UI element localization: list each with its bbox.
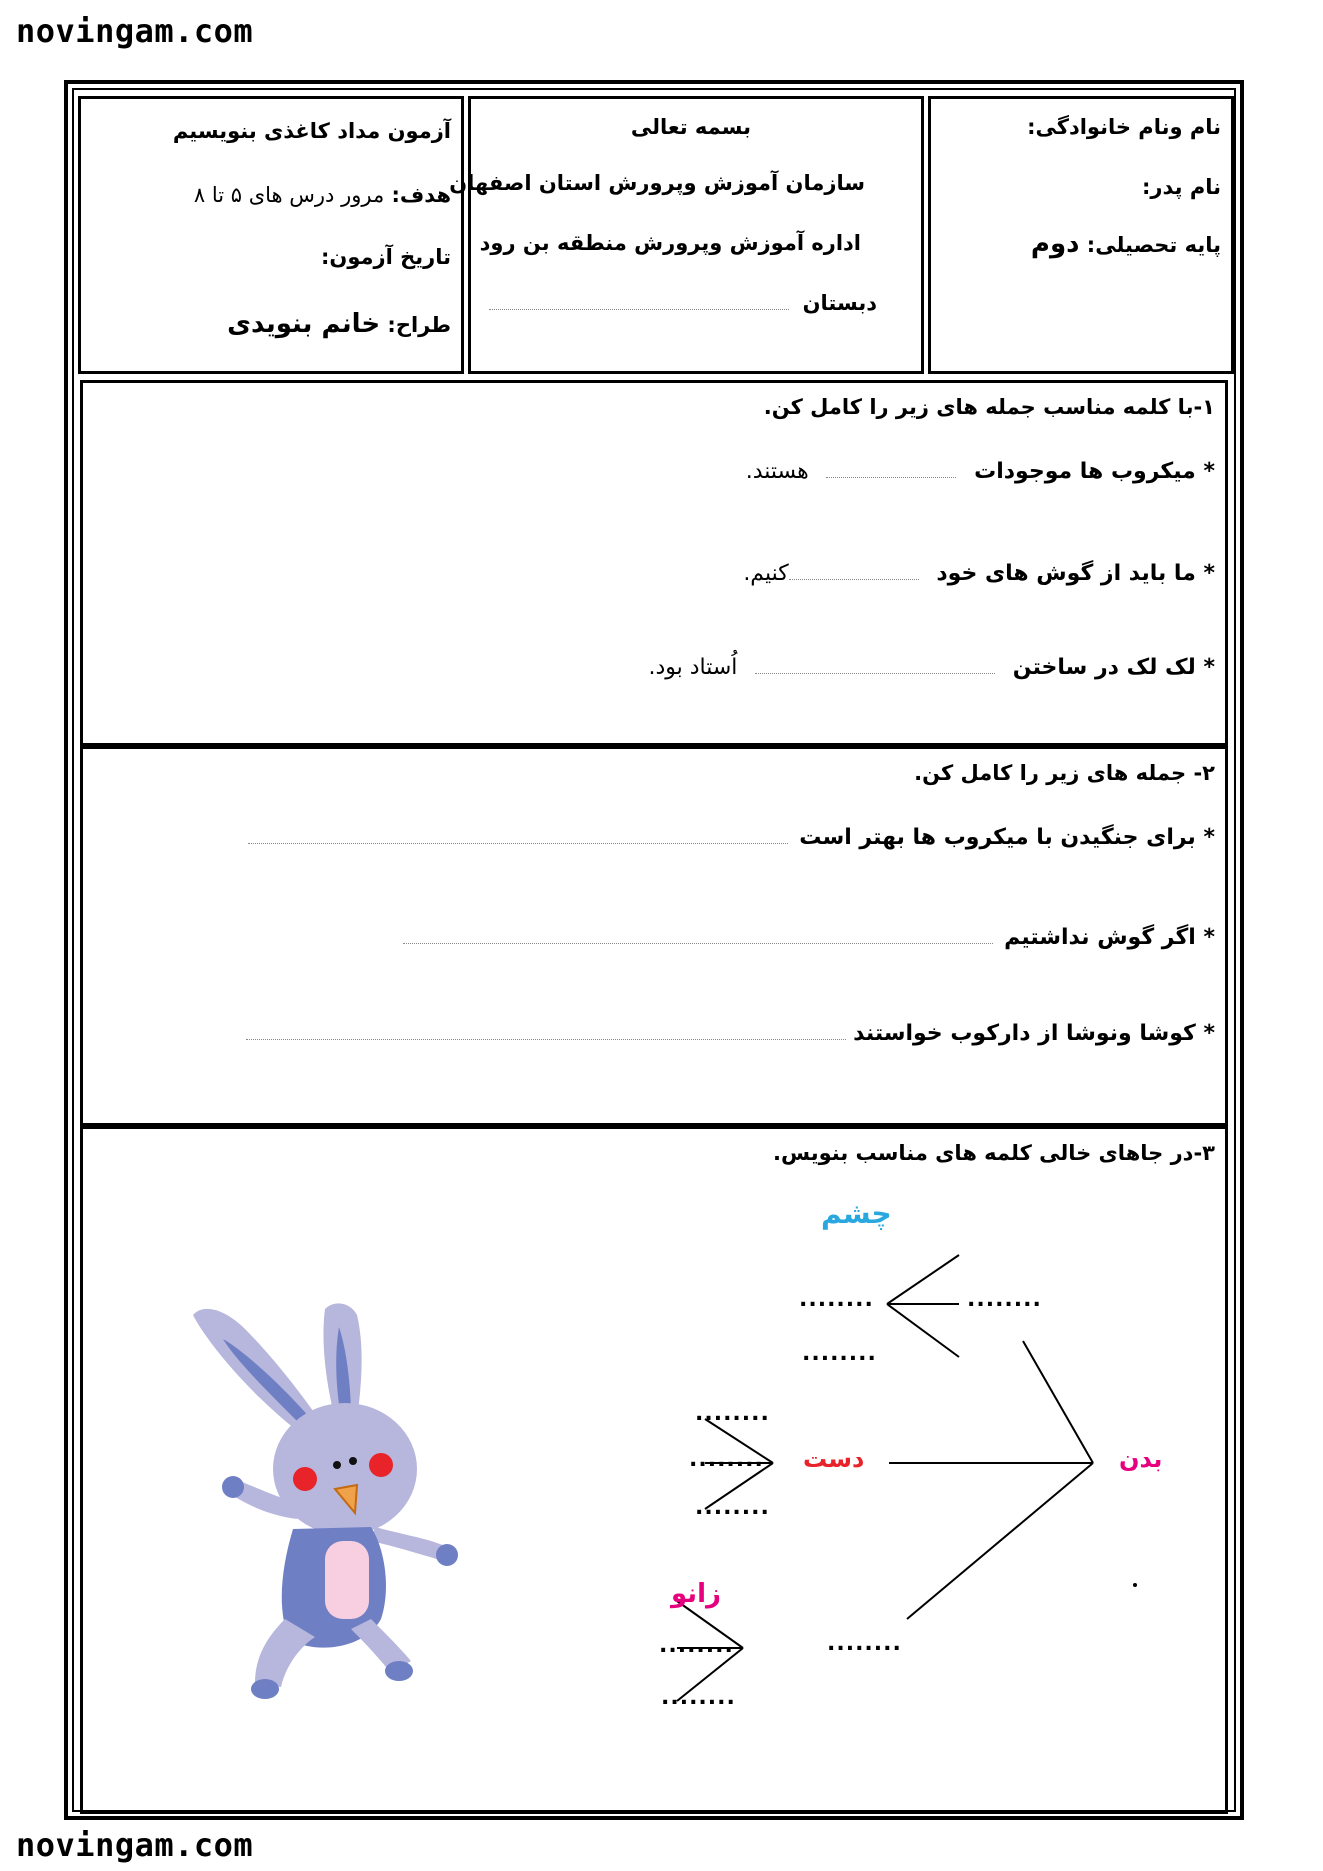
header-organization [449,96,924,374]
q3-title: ۳-در جاهای خالی کلمه های مناسب بنویس. [773,1141,1215,1165]
header-test-info [78,96,464,374]
student-name-label: نام ونام خانوادگی: [1027,115,1221,139]
blank-eye-1[interactable]: ........ [799,1287,874,1312]
sheet-inner-border [72,88,1236,1812]
label-knee: زانو [671,1579,721,1609]
q2-blank-2[interactable] [403,929,993,944]
designer-label: طراح: [387,313,451,337]
basmala: بسمه تعالی [630,115,751,139]
goal-label: هدف: [391,183,451,207]
q1-item-2-text: ما باید از گوش های خود [936,561,1196,586]
blank-hand-1[interactable]: ........ [695,1401,770,1426]
q2-item-1-text: برای جنگیدن با میکروب ها بهتر است [799,825,1196,850]
q1-item-1-end: هستند. [745,459,809,484]
bullet: * [1203,459,1215,484]
dept-name: اداره آموزش وپرورش منطقه بن رود [479,231,861,255]
q2-item-3 [246,1021,1216,1046]
q1-item-2-end: کنیم. [743,561,789,586]
bullet: * [1203,925,1215,950]
question-1 [80,380,1228,746]
goal-line [194,183,451,207]
bullet: * [1203,1021,1215,1046]
designer-value: خانم بنویدی [227,309,381,339]
designer-line [227,309,451,339]
rabbit-illustration [185,1279,485,1699]
school-blank[interactable] [489,295,789,310]
blank-leg[interactable]: ........ [827,1631,902,1656]
school-label: دبستان [802,291,877,315]
bullet: * [1203,655,1215,680]
header-student-info [928,96,1234,374]
school-line [489,291,877,315]
blank-face[interactable]: ........ [967,1287,1042,1312]
test-date-label: تاریخ آزمون: [321,245,451,269]
grade-label: پایه تحصیلی: [1086,233,1221,257]
test-title: آزمون مداد کاغذی بنویسیم [172,119,451,143]
question-3 [80,1126,1228,1814]
q2-title: ۲- جمله های زیر را کامل کن. [914,761,1215,785]
blank-knee-1[interactable]: ........ [659,1633,734,1658]
watermark-top: novingam.com [16,12,254,50]
blank-hand-2[interactable]: ........ [689,1447,764,1472]
q1-item-1-text: میکروب ها موجودات [974,459,1196,484]
q1-blank-3[interactable] [755,659,995,674]
q2-item-1 [248,825,1215,850]
q2-blank-1[interactable] [248,829,788,844]
label-hand: دست [803,1445,865,1473]
q1-blank-2[interactable] [789,565,919,580]
blank-knee-2[interactable]: ........ [661,1685,736,1710]
watermark-bottom: novingam.com [16,1826,254,1864]
label-eye: چشم [821,1197,892,1230]
q1-title: ۱-با کلمه مناسب جمله های زیر را کامل کن. [763,395,1215,419]
goal-value: مرور درس های ۵ تا ۸ [193,183,385,207]
exam-sheet [64,80,1244,1820]
q2-item-2-text: اگر گوش نداشتیم [1004,925,1196,950]
q1-item-1 [746,459,1215,484]
grade-line [1031,229,1221,259]
label-body: بدن [1119,1445,1163,1473]
blank-hand-3[interactable]: ........ [695,1495,770,1520]
grade-value: دوم [1030,229,1080,259]
stray-dot [1133,1583,1137,1587]
q1-item-2 [743,561,1215,586]
q1-blank-1[interactable] [826,463,956,478]
q2-item-2 [403,925,1216,950]
q2-item-3-text: کوشا ونوشا از دارکوب خواستند [853,1021,1196,1046]
bullet: * [1203,561,1215,586]
org-name: سازمان آموزش وپرورش استان اصفهان [449,171,865,195]
q1-item-3-end: اُستاد بود. [648,655,738,680]
bullet: * [1203,825,1215,850]
father-name-label: نام پدر: [1142,175,1221,199]
q2-blank-3[interactable] [246,1025,846,1040]
question-2 [80,746,1228,1126]
q1-item-3 [648,655,1215,680]
q1-item-3-text: لک لک در ساختن [1012,655,1196,680]
blank-eye-2[interactable]: ........ [802,1341,877,1366]
